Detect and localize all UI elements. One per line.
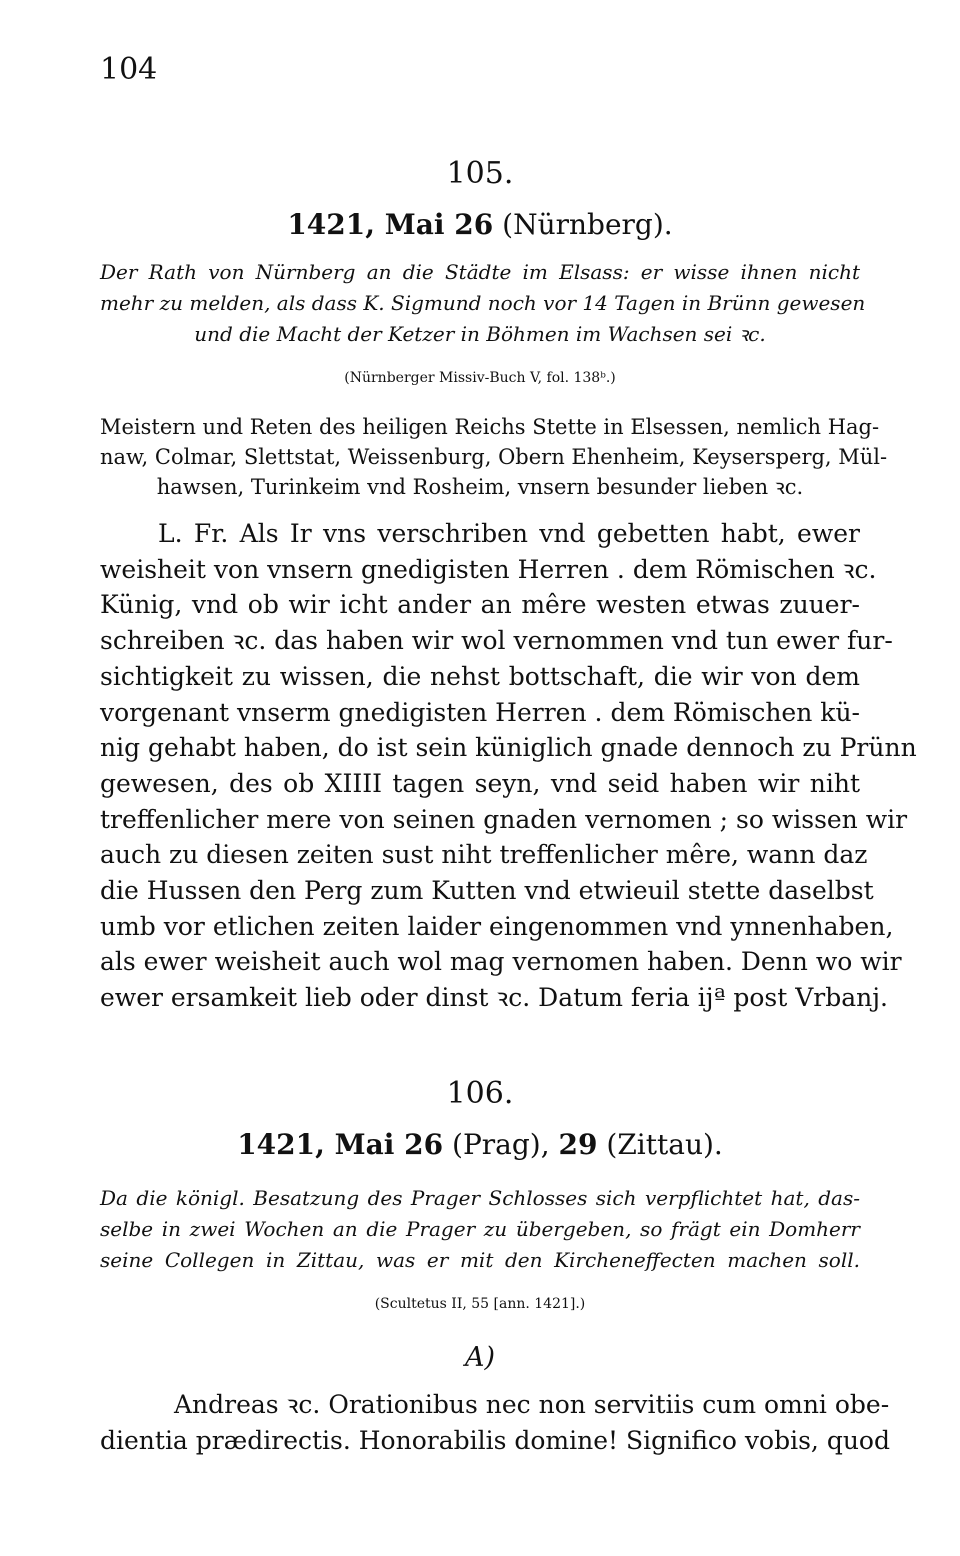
document-date-place: (Zittau).: [606, 1128, 723, 1161]
document-date-place: (Prag),: [452, 1128, 550, 1161]
regest-line: Da die königl. Besatzung des Prager Schlosses sich verpflichtet hat, das-: [100, 1186, 860, 1210]
document-date: [0, 208, 960, 242]
regest-line: Der Rath von Nürnberg an die Städte im Elsass: er wisse ihnen nicht: [100, 260, 860, 284]
address-line: naw, Colmar, Slettstat, Weissenburg, Obern Ehenheim, Keysersperg, Mül-: [100, 445, 888, 469]
address-line: hawsen, Turinkeim vnd Rosheim, vnsern besunder lieben ꝛc.: [156, 475, 804, 499]
source-citation: (Scultetus II, 55 [ann. 1421].): [374, 1296, 586, 1312]
body-line: treffenlicher mere von seinen gnaden vernomen ; so wissen wir: [100, 804, 908, 834]
body-line: weisheit von vnsern gnedigisten Herren . dem Römischen ꝛc.: [100, 554, 877, 584]
body-line: nig gehabt haben, do ist sein küniglich gnade dennoch zu Prünn: [100, 733, 917, 763]
regest-line: und die Macht der Ketzer in Böhmen im Wachsen sei ꝛc.: [194, 322, 766, 346]
body-line: ewer ersamkeit lieb oder dinst ꝛc. Datum feria ijª post Vrbanj.: [100, 983, 888, 1013]
document-body: [100, 516, 917, 1016]
body-line: auch zu diesen zeiten sust niht treffenlicher mêre, wann daz: [100, 840, 868, 870]
body-line: vorgenant vnserm gnedigisten Herren . dem Römischen kü-: [100, 697, 860, 727]
body-line: dientia prædirectis. Honorabilis domine! Significo vobis, quod: [100, 1425, 890, 1455]
body-line: L. Fr. Als Ir vns verschriben vnd gebetten habt, ewer: [158, 519, 860, 548]
regest-line: seine Collegen in Zittau, was er mit den Kircheneffecten machen soll.: [100, 1248, 860, 1272]
address-line: Meistern und Reten des heiligen Reichs Stette in Elsessen, nemlich Hag-: [100, 415, 880, 439]
section-letter: A): [464, 1342, 496, 1373]
body-line: Künig, vnd ob wir icht ander an mêre westen etwas zuuer-: [100, 590, 860, 620]
document-date: [0, 1128, 960, 1162]
document-regest: [100, 1183, 860, 1276]
regest-line: selbe in zwei Wochen an die Prager zu übergeben, so frägt ein Domherr: [100, 1217, 860, 1241]
document-body: [100, 1387, 890, 1458]
body-line: umb vor etlichen zeiten laider eingenommen vnd ynnenhaben,: [100, 911, 894, 941]
body-line: schreiben ꝛc. das haben wir wol vernommen vnd tun ewer fur-: [100, 626, 893, 656]
body-line: als ewer weisheit auch wol mag vernomen haben. Denn wo wir: [100, 947, 902, 977]
document-address: [100, 412, 888, 502]
document-date-main: 1421, Mai 26: [237, 1128, 444, 1161]
source-citation: (Nürnberger Missiv-Buch V, fol. 138ᵇ.): [344, 370, 616, 386]
regest-line: mehr zu melden, als dass K. Sigmund noch vor 14 Tagen in Brünn gewesen: [100, 291, 866, 315]
page-number: 104: [100, 52, 158, 87]
document-date-main: 29: [558, 1128, 598, 1161]
document-date-main: 1421, Mai 26: [287, 208, 494, 241]
body-line: sichtigkeit zu wissen, die nehst bottschaft, die wir von dem: [100, 661, 860, 691]
document-number: 106.: [446, 1076, 514, 1111]
document-number: 105.: [446, 156, 514, 191]
body-line: gewesen, des ob XIIII tagen seyn, vnd seid haben wir niht: [100, 768, 860, 798]
document-date-place: (Nürnberg).: [502, 208, 673, 241]
body-line: die Hussen den Perg zum Kutten vnd etwieuil stette daselbst: [100, 876, 874, 906]
body-line: Andreas ꝛc. Orationibus nec non servitiis cum omni obe-: [174, 1390, 890, 1419]
document-regest: [100, 257, 866, 350]
